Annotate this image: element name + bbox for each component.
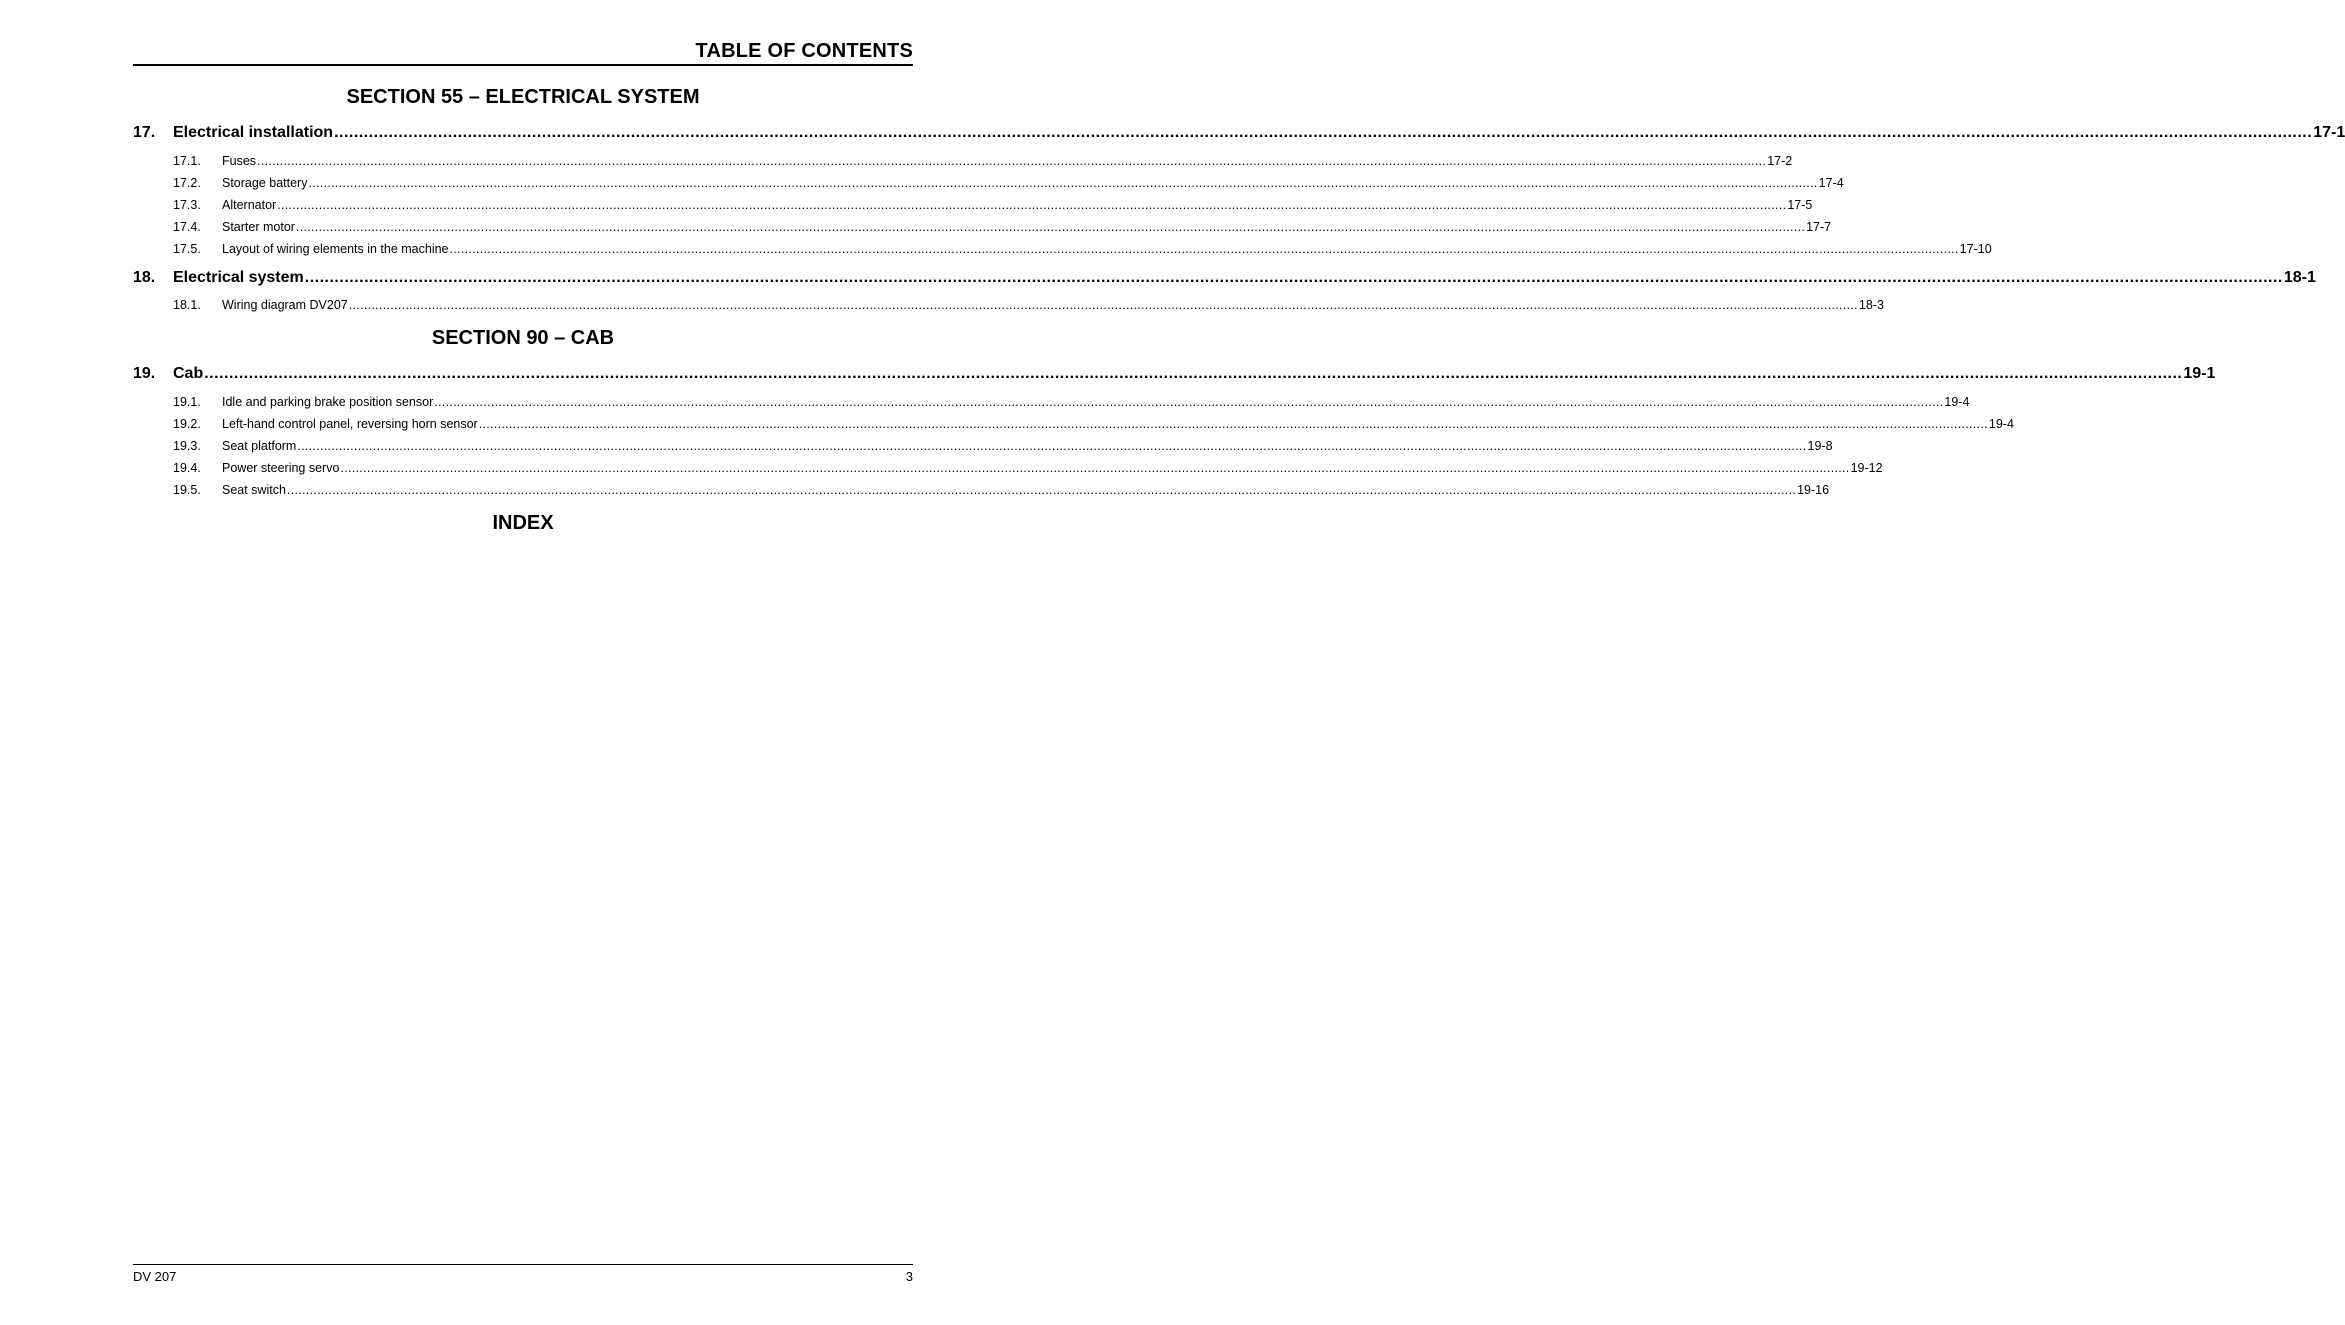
dot-leader: ................................................................................................................................................................................................................................................................................................................................................................................................................ [478, 417, 1988, 431]
item-label: Seat switch [222, 483, 286, 497]
chapter-number: 17. [133, 124, 156, 141]
item-number: 17.4. [173, 220, 201, 234]
item-number: 19.1. [173, 395, 201, 409]
toc-item-19-3[interactable] [133, 439, 1833, 453]
item-page: 18-3 [1858, 298, 1884, 312]
toc-chapter-17[interactable] [133, 124, 2345, 142]
toc-chapter-18[interactable] [133, 269, 2316, 287]
item-label: Alternator [222, 198, 277, 212]
footer-document-id: DV 207 [133, 1269, 177, 1284]
dot-leader: ................................................................................................................................................................................................................................................................................................................................................................................................................ [204, 365, 2183, 382]
item-page: 19-12 [1850, 461, 1883, 475]
chapter-label: Electrical installation [173, 124, 334, 141]
item-page: 19-4 [1944, 395, 1970, 409]
dot-leader: ................................................................................................................................................................................................................................................................................................................................................................................................................ [257, 154, 1767, 168]
toc-item-17-2[interactable] [133, 176, 1844, 190]
item-page: 17-4 [1818, 176, 1844, 190]
section-title-index[interactable]: INDEX [492, 512, 554, 534]
dot-leader: ................................................................................................................................................................................................................................................................................................................................................................................................................ [449, 242, 1959, 256]
toc-item-17-4[interactable] [133, 220, 1832, 234]
item-label: Starter motor [222, 220, 295, 234]
chapter-page: 19-1 [2183, 365, 2216, 382]
dot-leader: ................................................................................................................................................................................................................................................................................................................................................................................................................ [277, 198, 1787, 212]
dot-leader: ................................................................................................................................................................................................................................................................................................................................................................................................................ [308, 176, 1818, 190]
toc-item-19-4[interactable] [133, 461, 1883, 475]
item-label: Wiring diagram DV207 [222, 298, 348, 312]
item-number: 19.5. [173, 483, 201, 497]
item-page: 17-10 [1959, 242, 1992, 256]
toc-chapter-19[interactable] [133, 365, 2216, 383]
section-title-cab: SECTION 90 – CAB [431, 327, 615, 349]
dot-leader: ................................................................................................................................................................................................................................................................................................................................................................................................................ [295, 220, 1806, 234]
dot-leader: ................................................................................................................................................................................................................................................................................................................................................................................................................ [348, 298, 1858, 312]
toc-item-19-2[interactable] [133, 417, 2014, 431]
item-label: Power steering servo [222, 461, 340, 475]
item-number: 19.3. [173, 439, 201, 453]
dot-leader: ................................................................................................................................................................................................................................................................................................................................................................................................................ [297, 439, 1807, 453]
item-label: Left-hand control panel, reversing horn sensor [222, 417, 478, 431]
footer-page-number: 3 [905, 1269, 913, 1284]
item-label: Storage battery [222, 176, 308, 190]
chapter-label: Electrical system [173, 269, 304, 286]
item-number: 19.4. [173, 461, 201, 475]
toc-item-17-1[interactable] [133, 154, 1793, 168]
toc-item-19-5[interactable] [133, 483, 1830, 497]
item-label: Seat platform [222, 439, 297, 453]
chapter-label: Cab [173, 365, 204, 382]
toc-item-19-1[interactable] [133, 395, 1970, 409]
section-title-electrical: SECTION 55 – ELECTRICAL SYSTEM [346, 86, 700, 108]
item-label: Idle and parking brake position sensor [222, 395, 434, 409]
item-label: Layout of wiring elements in the machine [222, 242, 449, 256]
item-number: 17.1. [173, 154, 201, 168]
item-page: 17-2 [1767, 154, 1793, 168]
dot-leader: ................................................................................................................................................................................................................................................................................................................................................................................................................ [340, 461, 1850, 475]
dot-leader: ................................................................................................................................................................................................................................................................................................................................................................................................................ [434, 395, 1944, 409]
chapter-page: 17-1 [2313, 124, 2345, 141]
item-page: 19-16 [1797, 483, 1830, 497]
item-number: 17.3. [173, 198, 201, 212]
item-page: 17-7 [1806, 220, 1832, 234]
toc-item-18-1[interactable] [133, 298, 1884, 312]
item-number: 17.5. [173, 242, 201, 256]
page-footer [133, 1264, 913, 1284]
chapter-page: 18-1 [2283, 269, 2316, 286]
toc-item-17-5[interactable] [133, 242, 1992, 256]
dot-leader: ................................................................................................................................................................................................................................................................................................................................................................................................................ [334, 124, 2313, 141]
item-page: 19-4 [1988, 417, 2014, 431]
dot-leader: ................................................................................................................................................................................................................................................................................................................................................................................................................ [286, 483, 1797, 497]
item-number: 18.1. [173, 298, 201, 312]
item-label: Fuses [222, 154, 257, 168]
chapter-number: 19. [133, 365, 156, 382]
item-page: 17-5 [1787, 198, 1813, 212]
toc-item-17-3[interactable] [133, 198, 1813, 212]
dot-leader: ................................................................................................................................................................................................................................................................................................................................................................................................................ [304, 269, 2283, 286]
header-title: TABLE OF CONTENTS [695, 40, 913, 62]
item-number: 17.2. [173, 176, 201, 190]
chapter-number: 18. [133, 269, 156, 286]
item-number: 19.2. [173, 417, 201, 431]
item-page: 19-8 [1807, 439, 1833, 453]
page-header [133, 40, 913, 66]
